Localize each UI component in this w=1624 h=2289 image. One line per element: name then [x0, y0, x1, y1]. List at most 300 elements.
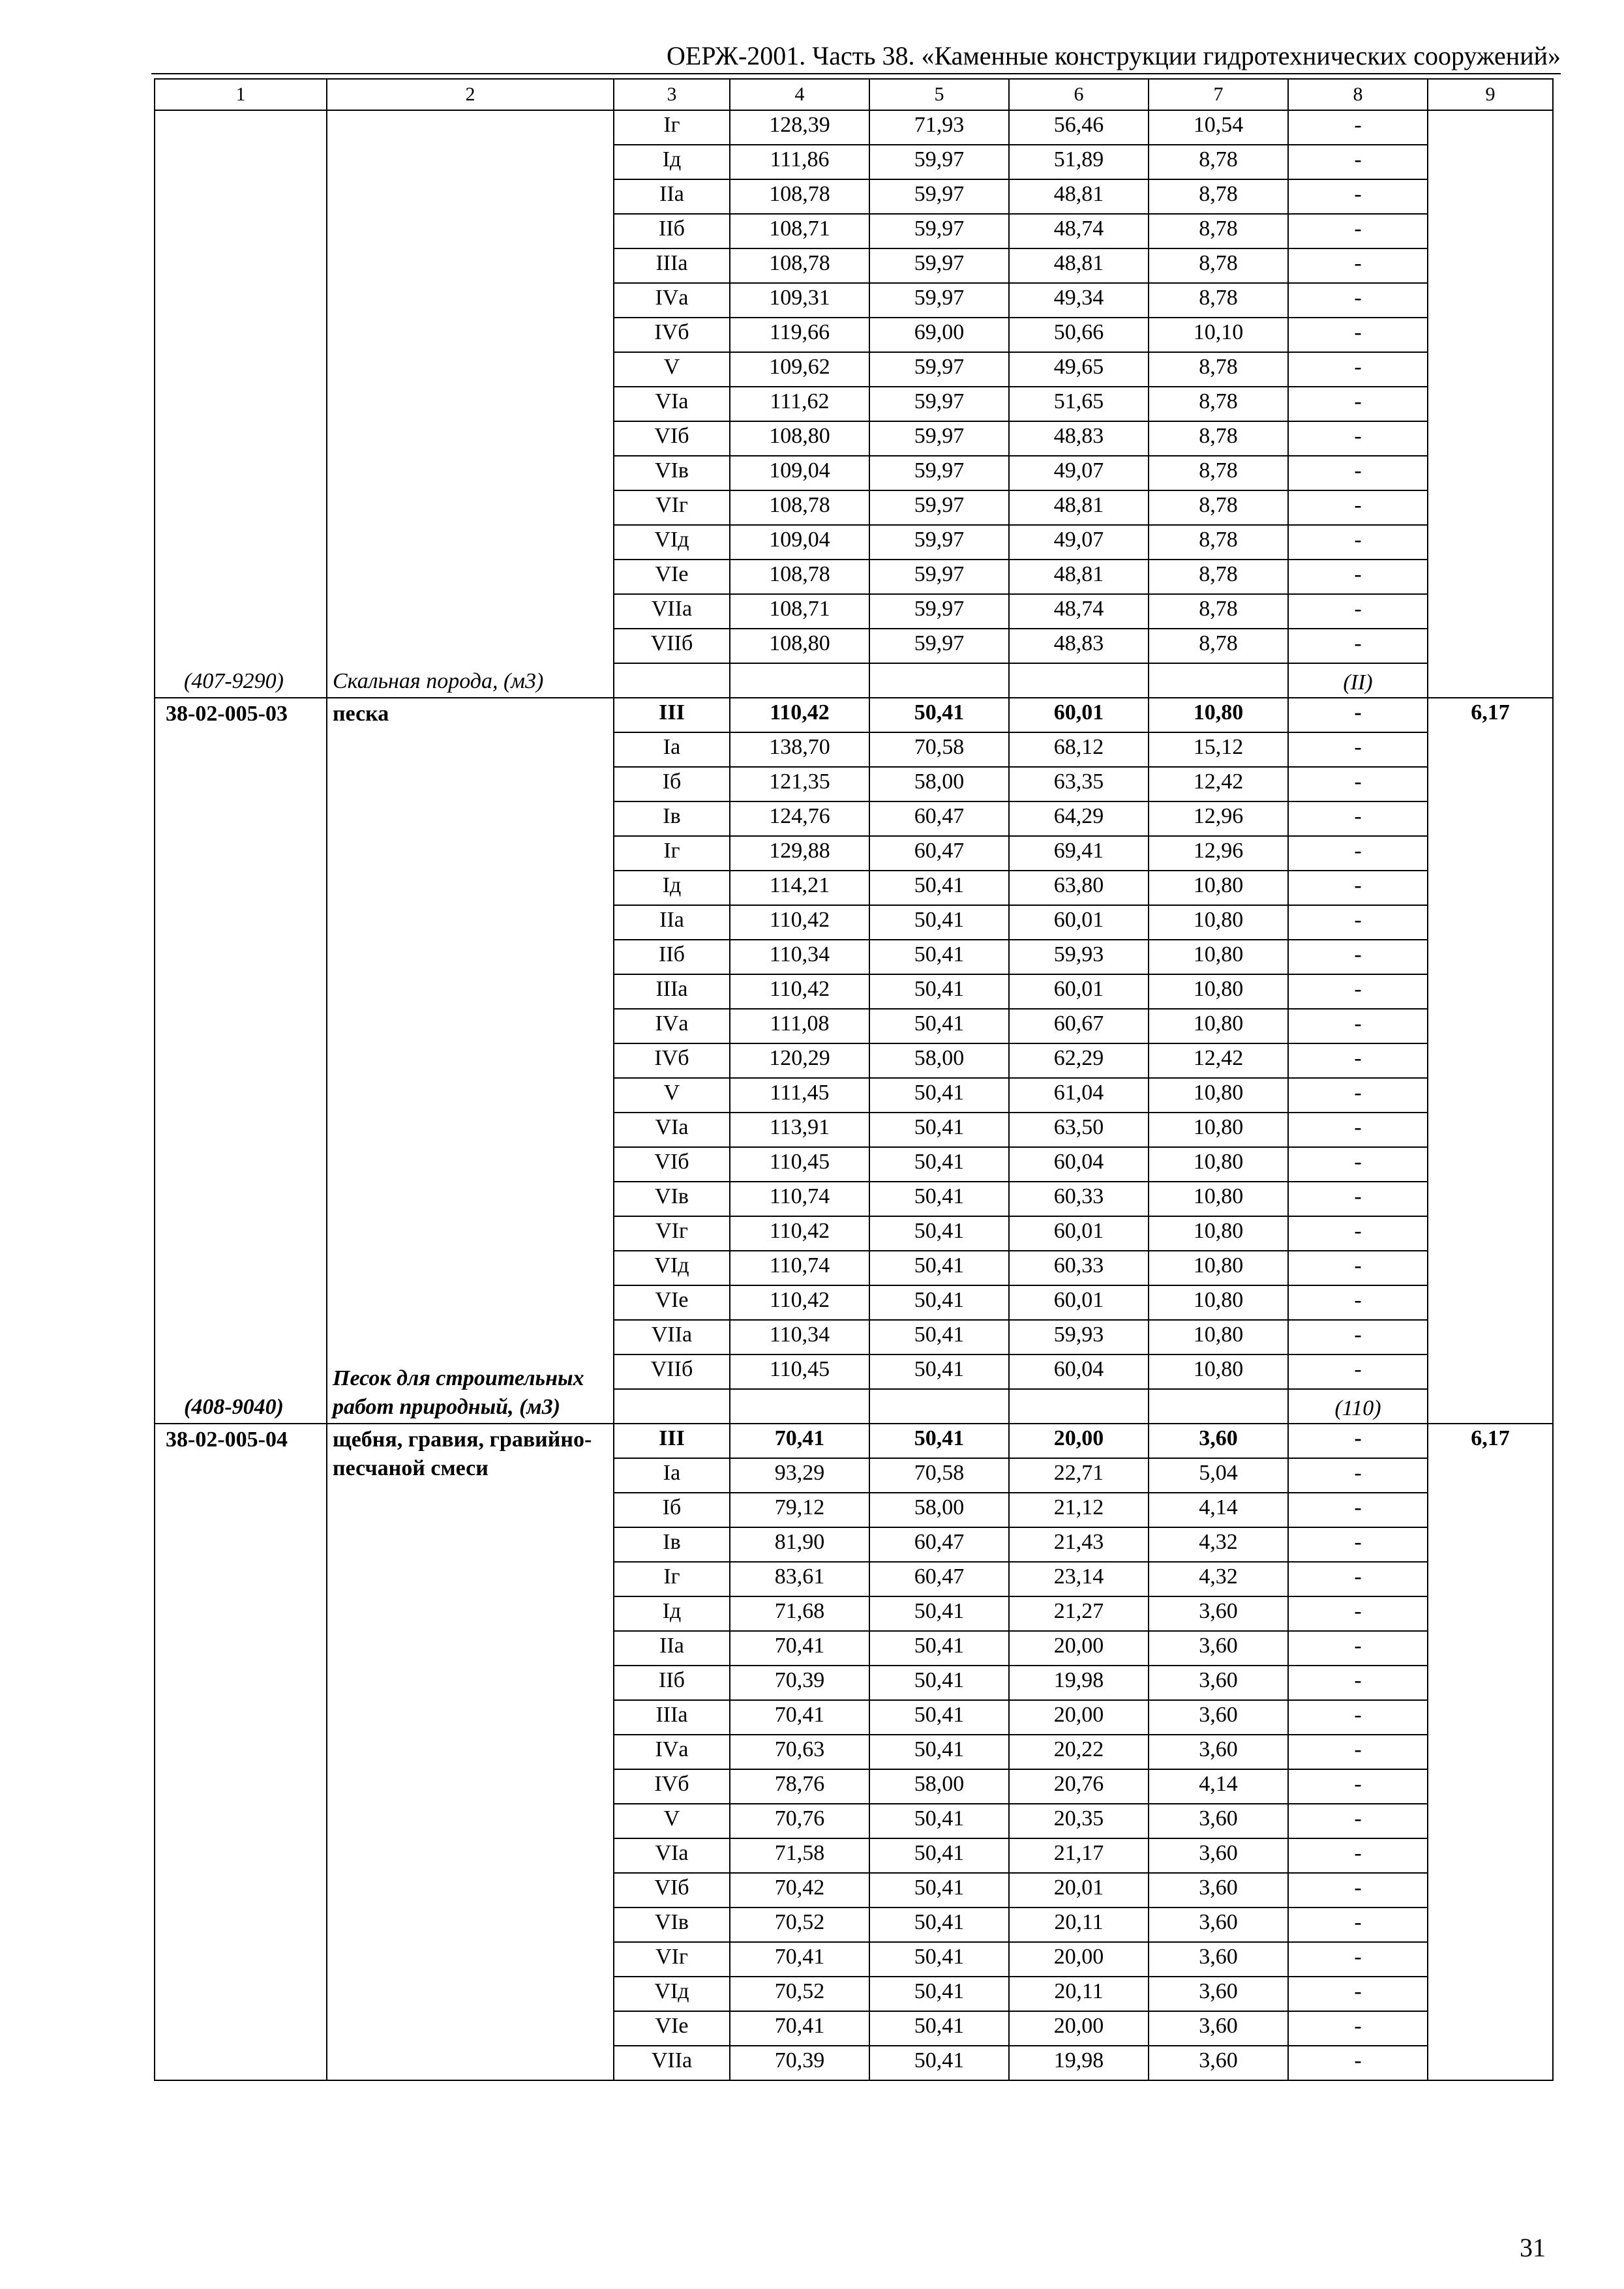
column-number: 5	[869, 79, 1009, 110]
value-cell: VIе	[614, 560, 730, 594]
value-cell: -	[1288, 456, 1428, 490]
value-cell: -	[1288, 1424, 1428, 1458]
value-cell: Iг	[614, 1562, 730, 1596]
value-cell: 71,93	[869, 110, 1009, 145]
value-cell: -	[1288, 1043, 1428, 1078]
value-cell: 50,66	[1009, 318, 1149, 352]
value-cell: -	[1288, 698, 1428, 732]
value-cell: 109,04	[730, 456, 869, 490]
value-cell: -	[1288, 1873, 1428, 1908]
value-cell: 68,12	[1009, 732, 1149, 767]
value-cell: 50,41	[869, 2046, 1009, 2080]
value-cell: 10,80	[1149, 871, 1288, 905]
value-cell: 60,04	[1009, 1354, 1149, 1389]
value-cell: 70,41	[730, 1424, 869, 1458]
value-cell: 51,65	[1009, 387, 1149, 421]
value-cell: IIб	[614, 940, 730, 974]
value-cell: 69,00	[869, 318, 1009, 352]
value-cell: -	[1288, 1700, 1428, 1735]
value-cell: 20,11	[1009, 1908, 1149, 1942]
value-cell: 110,74	[730, 1182, 869, 1216]
value-cell: 70,39	[730, 1666, 869, 1700]
value-cell: 50,41	[869, 940, 1009, 974]
value-cell: -	[1288, 1354, 1428, 1389]
value-cell: 93,29	[730, 1458, 869, 1493]
value-cell: -	[1288, 179, 1428, 214]
value-cell: 50,41	[869, 974, 1009, 1009]
value-cell: VIе	[614, 2011, 730, 2046]
value-cell: 108,80	[730, 421, 869, 456]
value-cell: 111,45	[730, 1078, 869, 1113]
value-cell: 8,78	[1149, 421, 1288, 456]
resource-name: Скальная порода, (м3)	[333, 669, 544, 693]
value-cell: 59,97	[869, 248, 1009, 283]
value-cell: 8,78	[1149, 145, 1288, 179]
value-cell: 50,41	[869, 1320, 1009, 1354]
value-cell: -	[1288, 1562, 1428, 1596]
value-cell: 50,41	[869, 1354, 1009, 1389]
value-cell: 8,78	[1149, 248, 1288, 283]
value-cell: -	[1288, 1908, 1428, 1942]
value-cell: 70,42	[730, 1873, 869, 1908]
value-cell: Iв	[614, 801, 730, 836]
value-cell: 50,41	[869, 1838, 1009, 1873]
value-cell: 58,00	[869, 767, 1009, 801]
value-cell: VIIа	[614, 1320, 730, 1354]
value-cell: Iа	[614, 1458, 730, 1493]
value-cell: 59,97	[869, 352, 1009, 387]
value-cell: -	[1288, 525, 1428, 560]
value-cell: 59,97	[869, 145, 1009, 179]
page-header-title: ОЕРЖ-2001. Часть 38. «Каменные конструкции гидротехнических сооружений»	[666, 41, 1561, 70]
value-cell: 108,80	[730, 629, 869, 663]
value-cell: -	[1288, 1216, 1428, 1251]
value-cell: 121,35	[730, 767, 869, 801]
name-cell	[327, 110, 614, 698]
value-cell: 60,47	[869, 1562, 1009, 1596]
value-cell: VIе	[614, 1285, 730, 1320]
value-cell: 8,78	[1149, 490, 1288, 525]
value-cell: 21,27	[1009, 1596, 1149, 1631]
value-cell: 60,33	[1009, 1182, 1149, 1216]
value-cell: VIд	[614, 1977, 730, 2011]
value-cell: 3,60	[1149, 1596, 1288, 1631]
value-cell: 19,98	[1009, 2046, 1149, 2080]
value-cell: 58,00	[869, 1493, 1009, 1527]
value-cell: 12,42	[1149, 767, 1288, 801]
value-cell: Iа	[614, 732, 730, 767]
value-cell: 60,01	[1009, 1285, 1149, 1320]
value-cell: 22,71	[1009, 1458, 1149, 1493]
value-cell: VIб	[614, 421, 730, 456]
value-cell: 50,41	[869, 1596, 1009, 1631]
value-cell: 3,60	[1149, 1700, 1288, 1735]
value-cell: 69,41	[1009, 836, 1149, 871]
value-cell: Iб	[614, 767, 730, 801]
value-cell: IVа	[614, 1735, 730, 1769]
value-cell: 20,11	[1009, 1977, 1149, 2011]
column-number: 6	[1009, 79, 1149, 110]
value-cell: 10,80	[1149, 1251, 1288, 1285]
value-cell: -	[1288, 1942, 1428, 1977]
value-cell: 48,81	[1009, 179, 1149, 214]
value-cell: 70,41	[730, 2011, 869, 2046]
value-cell: III	[614, 698, 730, 732]
value-cell: 58,00	[869, 1769, 1009, 1804]
blank-cell	[869, 663, 1009, 698]
value-cell: 12,42	[1149, 1043, 1288, 1078]
value-cell: VIг	[614, 1216, 730, 1251]
value-cell: 60,47	[869, 1527, 1009, 1562]
value-cell: VIб	[614, 1147, 730, 1182]
blank-cell	[614, 663, 730, 698]
value-cell: 70,39	[730, 2046, 869, 2080]
value-cell: 110,42	[730, 698, 869, 732]
value-cell: V	[614, 1078, 730, 1113]
value-cell: VIд	[614, 1251, 730, 1285]
value-cell: 70,58	[869, 732, 1009, 767]
blank-cell	[869, 1389, 1009, 1424]
value-cell: 3,60	[1149, 1942, 1288, 1977]
value-cell: -	[1288, 1458, 1428, 1493]
value-cell: 50,41	[869, 1113, 1009, 1147]
value-cell: 15,12	[1149, 732, 1288, 767]
blank-cell	[730, 1389, 869, 1424]
value-cell: 8,78	[1149, 352, 1288, 387]
value-cell: -	[1288, 214, 1428, 248]
section-code: 38-02-005-03	[166, 702, 288, 726]
value-cell: VIг	[614, 1942, 730, 1977]
value-cell: VIа	[614, 387, 730, 421]
value-cell: 70,76	[730, 1804, 869, 1838]
value-cell: 64,29	[1009, 801, 1149, 836]
value-cell: 8,78	[1149, 525, 1288, 560]
blank-cell	[1149, 1389, 1288, 1424]
value-cell: 48,83	[1009, 629, 1149, 663]
value-cell: -	[1288, 1285, 1428, 1320]
value-cell: 51,89	[1009, 145, 1149, 179]
code-cell: 38-02-005-04	[155, 1424, 327, 2080]
blank-cell	[730, 663, 869, 698]
value-cell: 50,41	[869, 1977, 1009, 2011]
value-cell: 56,46	[1009, 110, 1149, 145]
value-cell: 12,96	[1149, 801, 1288, 836]
value-cell: -	[1288, 1147, 1428, 1182]
blank-cell	[1009, 1389, 1149, 1424]
value-cell: 50,41	[869, 1700, 1009, 1735]
value-cell: 62,29	[1009, 1043, 1149, 1078]
value-cell: IVа	[614, 283, 730, 318]
value-cell: 110,34	[730, 1320, 869, 1354]
value-cell: 110,42	[730, 905, 869, 940]
value-cell: 128,39	[730, 110, 869, 145]
value-cell: 108,78	[730, 248, 869, 283]
value-cell: -	[1288, 318, 1428, 352]
value-cell: 59,97	[869, 214, 1009, 248]
blank-cell	[1009, 663, 1149, 698]
value-cell: -	[1288, 767, 1428, 801]
value-cell: 20,00	[1009, 1700, 1149, 1735]
value-cell: 50,41	[869, 1147, 1009, 1182]
norm-cell: 6,17	[1428, 698, 1553, 1424]
resource-code: (407-9290)	[184, 669, 284, 693]
value-cell: 111,86	[730, 145, 869, 179]
value-cell: 109,31	[730, 283, 869, 318]
value-cell: 50,41	[869, 1631, 1009, 1666]
value-cell: 111,62	[730, 387, 869, 421]
value-cell: Iб	[614, 1493, 730, 1527]
value-cell: III	[614, 1424, 730, 1458]
value-cell: 59,97	[869, 456, 1009, 490]
value-cell: IVа	[614, 1009, 730, 1043]
value-cell: 3,60	[1149, 1838, 1288, 1873]
value-cell: 48,81	[1009, 248, 1149, 283]
value-cell: 50,41	[869, 1942, 1009, 1977]
value-cell: 108,78	[730, 179, 869, 214]
value-cell: 10,80	[1149, 940, 1288, 974]
value-cell: 63,35	[1009, 767, 1149, 801]
value-cell: 81,90	[730, 1527, 869, 1562]
value-cell: 108,71	[730, 214, 869, 248]
value-cell: IIа	[614, 905, 730, 940]
value-cell: 70,41	[730, 1700, 869, 1735]
value-cell: 8,78	[1149, 387, 1288, 421]
header-rule	[151, 73, 1561, 74]
value-cell: 3,60	[1149, 1873, 1288, 1908]
value-cell: 8,78	[1149, 456, 1288, 490]
value-cell: 50,41	[869, 905, 1009, 940]
value-cell: 8,78	[1149, 594, 1288, 629]
value-cell: 110,45	[730, 1354, 869, 1389]
column-number: 1	[155, 79, 327, 110]
value-cell: -	[1288, 248, 1428, 283]
value-cell: 119,66	[730, 318, 869, 352]
value-cell: VIв	[614, 1182, 730, 1216]
value-cell: -	[1288, 1493, 1428, 1527]
name-cell	[327, 698, 614, 1424]
value-cell: 79,12	[730, 1493, 869, 1527]
value-cell: -	[1288, 940, 1428, 974]
value-cell: 49,07	[1009, 525, 1149, 560]
value-cell: 83,61	[730, 1562, 869, 1596]
value-cell: -	[1288, 801, 1428, 836]
blank-cell	[1149, 663, 1288, 698]
value-cell: 48,83	[1009, 421, 1149, 456]
value-cell: 48,81	[1009, 490, 1149, 525]
value-cell: -	[1288, 594, 1428, 629]
value-cell: -	[1288, 1804, 1428, 1838]
value-cell: 3,60	[1149, 1631, 1288, 1666]
value-cell: 61,04	[1009, 1078, 1149, 1113]
value-cell: 71,58	[730, 1838, 869, 1873]
resource-name: Песок для строительных работ природный, (м3)	[333, 1366, 584, 1419]
value-cell: 59,97	[869, 283, 1009, 318]
value-cell: -	[1288, 871, 1428, 905]
value-cell: 8,78	[1149, 179, 1288, 214]
value-cell: -	[1288, 490, 1428, 525]
value-cell: 59,97	[869, 525, 1009, 560]
value-cell: 71,68	[730, 1596, 869, 1631]
table-body	[155, 79, 1553, 2080]
value-cell: 110,42	[730, 1216, 869, 1251]
blank-cell	[614, 1389, 730, 1424]
value-cell: V	[614, 1804, 730, 1838]
value-cell: 10,80	[1149, 1182, 1288, 1216]
value-cell: 50,41	[869, 1666, 1009, 1700]
value-cell: 8,78	[1149, 214, 1288, 248]
value-cell: 60,01	[1009, 1216, 1149, 1251]
value-cell: 60,33	[1009, 1251, 1149, 1285]
code-cell	[155, 698, 327, 1424]
section-name: песка	[333, 702, 389, 726]
value-cell: VIв	[614, 1908, 730, 1942]
value-cell: 63,50	[1009, 1113, 1149, 1147]
value-cell: 59,97	[869, 594, 1009, 629]
value-cell: 60,01	[1009, 698, 1149, 732]
value-cell: 19,98	[1009, 1666, 1149, 1700]
value-cell: 110,45	[730, 1147, 869, 1182]
value-cell: 8,78	[1149, 560, 1288, 594]
value-cell: 59,97	[869, 560, 1009, 594]
value-cell: 108,78	[730, 490, 869, 525]
column-number: 3	[614, 79, 730, 110]
value-cell: IIIа	[614, 248, 730, 283]
value-cell: 50,41	[869, 1078, 1009, 1113]
value-cell: 3,60	[1149, 1804, 1288, 1838]
value-cell: 63,80	[1009, 871, 1149, 905]
value-cell: 110,42	[730, 1285, 869, 1320]
value-cell: -	[1288, 2046, 1428, 2080]
value-cell: 50,41	[869, 1873, 1009, 1908]
value-cell: 59,93	[1009, 1320, 1149, 1354]
value-cell: -	[1288, 352, 1428, 387]
value-cell: Iд	[614, 1596, 730, 1631]
value-cell: 50,41	[869, 2011, 1009, 2046]
value-cell: 120,29	[730, 1043, 869, 1078]
norm-cell: 6,17	[1428, 1424, 1553, 2080]
value-cell: IVб	[614, 318, 730, 352]
value-cell: 70,63	[730, 1735, 869, 1769]
value-cell: 50,41	[869, 1251, 1009, 1285]
value-cell: 10,80	[1149, 1285, 1288, 1320]
value-cell: VIв	[614, 456, 730, 490]
value-cell: 59,97	[869, 179, 1009, 214]
value-cell: VIб	[614, 1873, 730, 1908]
code-cell	[155, 110, 327, 698]
page-number: 31	[1520, 2233, 1546, 2262]
value-cell: 50,41	[869, 1804, 1009, 1838]
value-cell: 49,65	[1009, 352, 1149, 387]
value-cell: 10,80	[1149, 905, 1288, 940]
value-cell: 21,43	[1009, 1527, 1149, 1562]
value-cell: 20,00	[1009, 1424, 1149, 1458]
value-cell: -	[1288, 1182, 1428, 1216]
value-cell: 108,71	[730, 594, 869, 629]
value-cell: 50,41	[869, 871, 1009, 905]
value-cell: 10,80	[1149, 1147, 1288, 1182]
column-number: 4	[730, 79, 869, 110]
value-cell: 50,41	[869, 1182, 1009, 1216]
value-cell: 138,70	[730, 732, 869, 767]
value-cell: 3,60	[1149, 1977, 1288, 2011]
value-cell: 111,08	[730, 1009, 869, 1043]
value-cell: IIб	[614, 1666, 730, 1700]
value-cell: 50,41	[869, 698, 1009, 732]
value-cell: 48,74	[1009, 594, 1149, 629]
value-cell: IIа	[614, 179, 730, 214]
value-cell: 10,80	[1149, 1009, 1288, 1043]
value-cell: VIд	[614, 525, 730, 560]
value-cell: -	[1288, 283, 1428, 318]
value-cell: -	[1288, 905, 1428, 940]
value-cell: -	[1288, 1113, 1428, 1147]
value-cell: 20,35	[1009, 1804, 1149, 1838]
value-cell: 10,10	[1149, 318, 1288, 352]
value-cell: 8,78	[1149, 283, 1288, 318]
value-cell: -	[1288, 1838, 1428, 1873]
value-cell: 110,34	[730, 940, 869, 974]
value-cell: -	[1288, 1769, 1428, 1804]
value-cell: VIа	[614, 1838, 730, 1873]
value-cell: 20,00	[1009, 1942, 1149, 1977]
resource-code: (408-9040)	[184, 1395, 284, 1419]
value-cell: 10,80	[1149, 1113, 1288, 1147]
value-cell: -	[1288, 2011, 1428, 2046]
resource-qty: (II)	[1288, 663, 1428, 698]
value-cell: 3,60	[1149, 1666, 1288, 1700]
norm-cell	[1428, 110, 1553, 698]
value-cell: 4,32	[1149, 1562, 1288, 1596]
resource-qty: (110)	[1288, 1389, 1428, 1424]
value-cell: 20,01	[1009, 1873, 1149, 1908]
value-cell: 4,14	[1149, 1493, 1288, 1527]
value-cell: 60,01	[1009, 905, 1149, 940]
value-cell: -	[1288, 421, 1428, 456]
column-number: 9	[1428, 79, 1553, 110]
value-cell: 60,47	[869, 836, 1009, 871]
column-number: 8	[1288, 79, 1428, 110]
value-cell: 20,00	[1009, 2011, 1149, 2046]
value-cell: 78,76	[730, 1769, 869, 1804]
value-cell: 49,34	[1009, 283, 1149, 318]
value-cell: 50,41	[869, 1009, 1009, 1043]
value-cell: 70,58	[869, 1458, 1009, 1493]
value-cell: 10,80	[1149, 974, 1288, 1009]
value-cell: Iв	[614, 1527, 730, 1562]
value-cell: Iг	[614, 836, 730, 871]
value-cell: -	[1288, 836, 1428, 871]
value-cell: 4,32	[1149, 1527, 1288, 1562]
value-cell: 10,80	[1149, 1216, 1288, 1251]
column-number-row	[155, 79, 1553, 110]
value-cell: 110,74	[730, 1251, 869, 1285]
value-cell: -	[1288, 1527, 1428, 1562]
value-cell: 4,14	[1149, 1769, 1288, 1804]
value-cell: 108,78	[730, 560, 869, 594]
value-cell: 21,17	[1009, 1838, 1149, 1873]
value-cell: 5,04	[1149, 1458, 1288, 1493]
value-cell: 48,74	[1009, 214, 1149, 248]
value-cell: -	[1288, 387, 1428, 421]
value-cell: -	[1288, 1735, 1428, 1769]
value-cell: VIIб	[614, 1354, 730, 1389]
value-cell: 59,97	[869, 421, 1009, 456]
value-cell: -	[1288, 1631, 1428, 1666]
value-cell: -	[1288, 560, 1428, 594]
value-cell: IIа	[614, 1631, 730, 1666]
value-cell: Iд	[614, 145, 730, 179]
value-cell: 60,47	[869, 801, 1009, 836]
